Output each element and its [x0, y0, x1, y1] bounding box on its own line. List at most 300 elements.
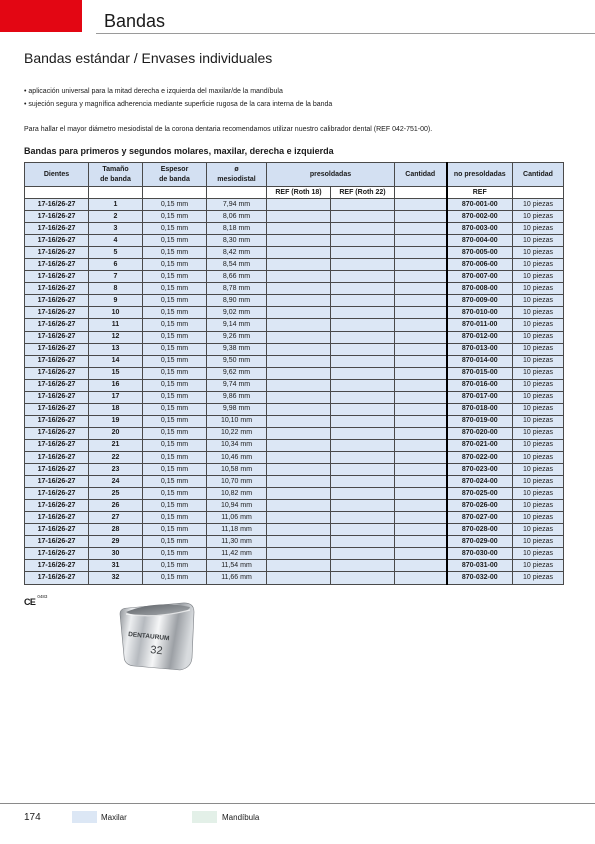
cell-tamano: 22: [89, 451, 143, 463]
cell-mesiodistal: 11,30 mm: [207, 536, 267, 548]
cell-ref-roth18: [267, 247, 331, 259]
table-row: [25, 572, 564, 584]
cell-mesiodistal: 9,74 mm: [207, 379, 267, 391]
cell-ref: 870-005-00: [447, 247, 513, 259]
cell-tamano: 28: [89, 524, 143, 536]
cell-cantidad: 10 piezas: [513, 560, 564, 572]
cell-cantidad: 10 piezas: [513, 295, 564, 307]
band-size-engraving: 32: [149, 644, 164, 658]
subheader-ref-roth22: REF (Roth 22): [331, 187, 395, 199]
cell-ref: 870-003-00: [447, 223, 513, 235]
cell-tamano: 2: [89, 211, 143, 223]
cell-cantidad: 10 piezas: [513, 572, 564, 584]
cell-espesor: 0,15 mm: [143, 295, 207, 307]
cell-ref-roth18: [267, 439, 331, 451]
cell-espesor: 0,15 mm: [143, 427, 207, 439]
cell-cantidad-presoldadas: [395, 427, 447, 439]
cell-cantidad: 10 piezas: [513, 235, 564, 247]
cell-cantidad: 10 piezas: [513, 307, 564, 319]
cell-ref-roth22: [331, 307, 395, 319]
table-row: [25, 403, 564, 415]
cell-cantidad: 10 piezas: [513, 223, 564, 235]
cell-dientes: 17-16/26-27: [25, 199, 89, 211]
legend-swatch-maxilar: [72, 811, 97, 823]
cell-ref-roth22: [331, 488, 395, 500]
cell-dientes: 17-16/26-27: [25, 295, 89, 307]
cell-ref: 870-004-00: [447, 235, 513, 247]
cell-tamano: 18: [89, 403, 143, 415]
cell-tamano: 15: [89, 367, 143, 379]
header-cantidad-presoldadas: Cantidad: [395, 163, 447, 187]
header-espesor-line1: Espesor: [160, 166, 189, 173]
table-row: [25, 451, 564, 463]
calibrator-note: Para hallar el mayor diámetro mesiodistal de la corona dentaria recomendamos utilizar nuestro calibrador dental (REF 042-751-00).: [24, 126, 433, 133]
cell-tamano: 26: [89, 500, 143, 512]
cell-ref-roth18: [267, 451, 331, 463]
cell-tamano: 14: [89, 355, 143, 367]
cell-dientes: 17-16/26-27: [25, 283, 89, 295]
cell-ref: 870-023-00: [447, 464, 513, 476]
table-title: Bandas para primeros y segundos molares, maxilar, derecha e izquierda: [24, 146, 334, 156]
cell-mesiodistal: 8,42 mm: [207, 247, 267, 259]
table-row: [25, 488, 564, 500]
header-cantidad: Cantidad: [513, 163, 564, 187]
cell-espesor: 0,15 mm: [143, 223, 207, 235]
cell-mesiodistal: 8,30 mm: [207, 235, 267, 247]
cell-ref-roth18: [267, 500, 331, 512]
cell-cantidad: 10 piezas: [513, 343, 564, 355]
cell-ref-roth22: [331, 271, 395, 283]
cell-espesor: 0,15 mm: [143, 235, 207, 247]
cell-ref-roth18: [267, 572, 331, 584]
cell-espesor: 0,15 mm: [143, 199, 207, 211]
cell-ref-roth18: [267, 259, 331, 271]
cell-mesiodistal: 9,14 mm: [207, 319, 267, 331]
cell-ref-roth22: [331, 560, 395, 572]
table-row: [25, 476, 564, 488]
cell-ref-roth22: [331, 476, 395, 488]
cell-tamano: 17: [89, 391, 143, 403]
cell-espesor: 0,15 mm: [143, 536, 207, 548]
cell-ref-roth18: [267, 379, 331, 391]
table-row: [25, 439, 564, 451]
cell-ref-roth18: [267, 548, 331, 560]
legend-label-mandibula: Mandíbula: [222, 813, 260, 822]
cell-cantidad-presoldadas: [395, 572, 447, 584]
cell-ref-roth22: [331, 283, 395, 295]
cell-ref-roth18: [267, 476, 331, 488]
cell-espesor: 0,15 mm: [143, 331, 207, 343]
cell-mesiodistal: 11,66 mm: [207, 572, 267, 584]
cell-tamano: 25: [89, 488, 143, 500]
cell-ref-roth22: [331, 379, 395, 391]
cell-dientes: 17-16/26-27: [25, 476, 89, 488]
table-row: [25, 271, 564, 283]
table-row: [25, 560, 564, 572]
cell-dientes: 17-16/26-27: [25, 235, 89, 247]
table-row: [25, 367, 564, 379]
cell-tamano: 32: [89, 572, 143, 584]
band-brand-engraving: DENTAURUM: [127, 631, 170, 643]
cell-espesor: 0,15 mm: [143, 500, 207, 512]
cell-ref: 870-031-00: [447, 560, 513, 572]
table-row: [25, 247, 564, 259]
cell-ref: 870-008-00: [447, 283, 513, 295]
cell-ref-roth22: [331, 451, 395, 463]
cell-dientes: 17-16/26-27: [25, 379, 89, 391]
cell-mesiodistal: 8,06 mm: [207, 211, 267, 223]
header-tamano-line2: de banda: [100, 175, 131, 183]
cell-ref: 870-020-00: [447, 427, 513, 439]
cell-ref: 870-018-00: [447, 403, 513, 415]
cell-ref-roth18: [267, 319, 331, 331]
cell-ref: 870-016-00: [447, 379, 513, 391]
cell-ref-roth18: [267, 307, 331, 319]
cell-ref-roth18: [267, 199, 331, 211]
cell-ref-roth18: [267, 331, 331, 343]
cell-mesiodistal: 11,06 mm: [207, 512, 267, 524]
cell-ref: 870-001-00: [447, 199, 513, 211]
cell-cantidad: 10 piezas: [513, 488, 564, 500]
cell-tamano: 13: [89, 343, 143, 355]
cell-tamano: 5: [89, 247, 143, 259]
cell-cantidad: 10 piezas: [513, 500, 564, 512]
cell-ref-roth18: [267, 403, 331, 415]
cell-espesor: 0,15 mm: [143, 488, 207, 500]
cell-cantidad: 10 piezas: [513, 319, 564, 331]
cell-ref: 870-006-00: [447, 259, 513, 271]
table-row: [25, 500, 564, 512]
table-row: [25, 536, 564, 548]
cell-mesiodistal: 10,46 mm: [207, 451, 267, 463]
cell-cantidad: 10 piezas: [513, 524, 564, 536]
cell-cantidad: 10 piezas: [513, 464, 564, 476]
cell-tamano: 12: [89, 331, 143, 343]
table-row: [25, 355, 564, 367]
header-dientes: Dientes: [25, 163, 89, 187]
cell-ref-roth22: [331, 524, 395, 536]
cell-ref-roth18: [267, 235, 331, 247]
cell-ref-roth18: [267, 367, 331, 379]
cell-mesiodistal: 10,22 mm: [207, 427, 267, 439]
cell-cantidad: 10 piezas: [513, 211, 564, 223]
cell-mesiodistal: 9,38 mm: [207, 343, 267, 355]
cell-dientes: 17-16/26-27: [25, 223, 89, 235]
table-row: [25, 464, 564, 476]
cell-ref: 870-027-00: [447, 512, 513, 524]
bands-table: [24, 162, 564, 585]
cell-dientes: 17-16/26-27: [25, 331, 89, 343]
header-tamano-line1: Tamaño: [102, 166, 129, 173]
cell-ref: 870-029-00: [447, 536, 513, 548]
cell-ref-roth18: [267, 488, 331, 500]
table-row: [25, 295, 564, 307]
cell-cantidad-presoldadas: [395, 439, 447, 451]
cell-ref-roth22: [331, 211, 395, 223]
cell-ref: 870-028-00: [447, 524, 513, 536]
cell-ref-roth22: [331, 295, 395, 307]
cell-espesor: 0,15 mm: [143, 451, 207, 463]
table-row: [25, 283, 564, 295]
cell-cantidad: 10 piezas: [513, 271, 564, 283]
cell-tamano: 30: [89, 548, 143, 560]
cell-dientes: 17-16/26-27: [25, 415, 89, 427]
cell-ref-roth22: [331, 512, 395, 524]
cell-dientes: 17-16/26-27: [25, 500, 89, 512]
cell-tamano: 20: [89, 427, 143, 439]
header-mesiodistal-line2: mesiodistal: [217, 175, 256, 183]
cell-ref: 870-021-00: [447, 439, 513, 451]
cell-ref: 870-024-00: [447, 476, 513, 488]
cell-cantidad: 10 piezas: [513, 283, 564, 295]
cell-mesiodistal: 9,62 mm: [207, 367, 267, 379]
cell-cantidad: 10 piezas: [513, 259, 564, 271]
page-title: Bandas: [104, 11, 166, 31]
cell-mesiodistal: 7,94 mm: [207, 199, 267, 211]
cell-cantidad-presoldadas: [395, 391, 447, 403]
cell-mesiodistal: 9,98 mm: [207, 403, 267, 415]
cell-dientes: 17-16/26-27: [25, 343, 89, 355]
legend-label-maxilar: Maxilar: [101, 813, 127, 822]
cell-ref-roth22: [331, 403, 395, 415]
subheader-empty: [25, 187, 89, 199]
cell-tamano: 8: [89, 283, 143, 295]
cell-tamano: 4: [89, 235, 143, 247]
cell-espesor: 0,15 mm: [143, 343, 207, 355]
table-row: [25, 427, 564, 439]
cell-dientes: 17-16/26-27: [25, 524, 89, 536]
cell-ref-roth18: [267, 536, 331, 548]
header-presoldadas: presoldadas: [267, 163, 395, 187]
cell-cantidad: 10 piezas: [513, 536, 564, 548]
cell-espesor: 0,15 mm: [143, 247, 207, 259]
cell-cantidad-presoldadas: [395, 235, 447, 247]
feature-item: • aplicación universal para la mitad derecha e izquierda del maxilar/de la mandíbula: [24, 86, 332, 99]
cell-cantidad-presoldadas: [395, 331, 447, 343]
cell-cantidad: 10 piezas: [513, 199, 564, 211]
cell-espesor: 0,15 mm: [143, 307, 207, 319]
cell-cantidad-presoldadas: [395, 488, 447, 500]
cell-ref-roth18: [267, 560, 331, 572]
cell-cantidad: 10 piezas: [513, 439, 564, 451]
cell-cantidad: 10 piezas: [513, 548, 564, 560]
cell-ref: 870-010-00: [447, 307, 513, 319]
cell-tamano: 7: [89, 271, 143, 283]
cell-ref-roth22: [331, 415, 395, 427]
cell-ref: 870-002-00: [447, 211, 513, 223]
cell-cantidad: 10 piezas: [513, 403, 564, 415]
table-row: [25, 524, 564, 536]
table-row: [25, 331, 564, 343]
cell-tamano: 19: [89, 415, 143, 427]
cell-ref-roth18: [267, 271, 331, 283]
cell-mesiodistal: 10,82 mm: [207, 488, 267, 500]
cell-tamano: 24: [89, 476, 143, 488]
cell-ref-roth22: [331, 331, 395, 343]
cell-espesor: 0,15 mm: [143, 355, 207, 367]
footer-divider: [0, 803, 595, 804]
feature-list: [24, 86, 332, 111]
table-row: [25, 343, 564, 355]
cell-ref: 870-017-00: [447, 391, 513, 403]
header-mesiodistal-line1: ø: [234, 166, 239, 173]
cell-dientes: 17-16/26-27: [25, 488, 89, 500]
cell-ref-roth22: [331, 548, 395, 560]
table-row: [25, 259, 564, 271]
cell-espesor: 0,15 mm: [143, 439, 207, 451]
cell-cantidad: 10 piezas: [513, 379, 564, 391]
cell-espesor: 0,15 mm: [143, 560, 207, 572]
cell-cantidad-presoldadas: [395, 199, 447, 211]
table-subheader-row: [25, 187, 564, 199]
page-number: 174: [24, 812, 41, 823]
cell-ref-roth22: [331, 319, 395, 331]
cell-dientes: 17-16/26-27: [25, 439, 89, 451]
cell-mesiodistal: 10,10 mm: [207, 415, 267, 427]
subheader-empty: [513, 187, 564, 199]
table-row: [25, 379, 564, 391]
cell-ref: 870-013-00: [447, 343, 513, 355]
ce-notified-body: 0483: [37, 594, 48, 599]
cell-tamano: 16: [89, 379, 143, 391]
cell-dientes: 17-16/26-27: [25, 319, 89, 331]
cell-cantidad: 10 piezas: [513, 512, 564, 524]
header-no-presoldadas: no presoldadas: [447, 163, 513, 187]
cell-cantidad-presoldadas: [395, 271, 447, 283]
orthodontic-band-image: [116, 600, 198, 674]
cell-cantidad-presoldadas: [395, 536, 447, 548]
section-title: Bandas estándar / Envases individuales: [24, 50, 273, 66]
cell-mesiodistal: 11,42 mm: [207, 548, 267, 560]
cell-espesor: 0,15 mm: [143, 367, 207, 379]
cell-ref-roth18: [267, 512, 331, 524]
cell-tamano: 11: [89, 319, 143, 331]
cell-dientes: 17-16/26-27: [25, 427, 89, 439]
header-tamano: [89, 163, 143, 187]
feature-item: • sujeción segura y magnífica adherencia mediante superficie rugosa de la cara interna de la banda: [24, 99, 332, 112]
cell-cantidad-presoldadas: [395, 560, 447, 572]
cell-dientes: 17-16/26-27: [25, 247, 89, 259]
table-row: [25, 235, 564, 247]
cell-cantidad-presoldadas: [395, 295, 447, 307]
cell-mesiodistal: 10,58 mm: [207, 464, 267, 476]
cell-ref: 870-011-00: [447, 319, 513, 331]
cell-ref-roth22: [331, 247, 395, 259]
cell-ref-roth22: [331, 259, 395, 271]
cell-mesiodistal: 9,86 mm: [207, 391, 267, 403]
table-row: [25, 223, 564, 235]
cell-cantidad-presoldadas: [395, 343, 447, 355]
cell-dientes: 17-16/26-27: [25, 367, 89, 379]
cell-dientes: 17-16/26-27: [25, 548, 89, 560]
cell-ref-roth22: [331, 427, 395, 439]
cell-cantidad: 10 piezas: [513, 331, 564, 343]
cell-ref-roth22: [331, 223, 395, 235]
cell-mesiodistal: 8,18 mm: [207, 223, 267, 235]
table-header-row: [25, 163, 564, 187]
cell-ref: 870-015-00: [447, 367, 513, 379]
cell-dientes: 17-16/26-27: [25, 403, 89, 415]
subheader-empty: [143, 187, 207, 199]
cell-dientes: 17-16/26-27: [25, 355, 89, 367]
cell-cantidad-presoldadas: [395, 307, 447, 319]
cell-cantidad-presoldadas: [395, 379, 447, 391]
cell-cantidad-presoldadas: [395, 283, 447, 295]
cell-ref: 870-025-00: [447, 488, 513, 500]
cell-dientes: 17-16/26-27: [25, 271, 89, 283]
table-row: [25, 319, 564, 331]
cell-espesor: 0,15 mm: [143, 319, 207, 331]
cell-cantidad: 10 piezas: [513, 367, 564, 379]
cell-espesor: 0,15 mm: [143, 548, 207, 560]
cell-ref-roth18: [267, 211, 331, 223]
cell-cantidad: 10 piezas: [513, 476, 564, 488]
cell-cantidad-presoldadas: [395, 223, 447, 235]
cell-tamano: 3: [89, 223, 143, 235]
cell-mesiodistal: 11,18 mm: [207, 524, 267, 536]
cell-espesor: 0,15 mm: [143, 259, 207, 271]
cell-ref: 870-014-00: [447, 355, 513, 367]
cell-ref-roth18: [267, 343, 331, 355]
cell-ref-roth22: [331, 367, 395, 379]
cell-cantidad-presoldadas: [395, 548, 447, 560]
cell-ref: 870-012-00: [447, 331, 513, 343]
cell-cantidad: 10 piezas: [513, 391, 564, 403]
legend-swatch-mandibula: [192, 811, 217, 823]
cell-ref-roth18: [267, 524, 331, 536]
cell-espesor: 0,15 mm: [143, 572, 207, 584]
cell-ref-roth22: [331, 464, 395, 476]
cell-ref: 870-026-00: [447, 500, 513, 512]
cell-dientes: 17-16/26-27: [25, 391, 89, 403]
table-row: [25, 415, 564, 427]
cell-mesiodistal: 9,02 mm: [207, 307, 267, 319]
cell-tamano: 31: [89, 560, 143, 572]
cell-ref: 870-032-00: [447, 572, 513, 584]
cell-cantidad-presoldadas: [395, 512, 447, 524]
cell-espesor: 0,15 mm: [143, 379, 207, 391]
table-row: [25, 211, 564, 223]
cell-tamano: 27: [89, 512, 143, 524]
cell-ref-roth18: [267, 223, 331, 235]
table-row: [25, 199, 564, 211]
brand-color-block: [0, 0, 82, 32]
cell-cantidad-presoldadas: [395, 500, 447, 512]
cell-ref-roth18: [267, 355, 331, 367]
cell-mesiodistal: 9,26 mm: [207, 331, 267, 343]
header-espesor: [143, 163, 207, 187]
cell-dientes: 17-16/26-27: [25, 464, 89, 476]
cell-cantidad-presoldadas: [395, 403, 447, 415]
cell-espesor: 0,15 mm: [143, 464, 207, 476]
cell-cantidad: 10 piezas: [513, 427, 564, 439]
cell-mesiodistal: 8,78 mm: [207, 283, 267, 295]
cell-cantidad: 10 piezas: [513, 247, 564, 259]
cell-espesor: 0,15 mm: [143, 415, 207, 427]
cell-ref-roth22: [331, 536, 395, 548]
subheader-ref-roth18: REF (Roth 18): [267, 187, 331, 199]
cell-tamano: 21: [89, 439, 143, 451]
table-row: [25, 512, 564, 524]
cell-mesiodistal: 10,34 mm: [207, 439, 267, 451]
cell-espesor: 0,15 mm: [143, 283, 207, 295]
cell-cantidad-presoldadas: [395, 451, 447, 463]
subheader-empty: [395, 187, 447, 199]
cell-dientes: 17-16/26-27: [25, 211, 89, 223]
cell-cantidad-presoldadas: [395, 464, 447, 476]
cell-ref-roth22: [331, 572, 395, 584]
cell-espesor: 0,15 mm: [143, 403, 207, 415]
